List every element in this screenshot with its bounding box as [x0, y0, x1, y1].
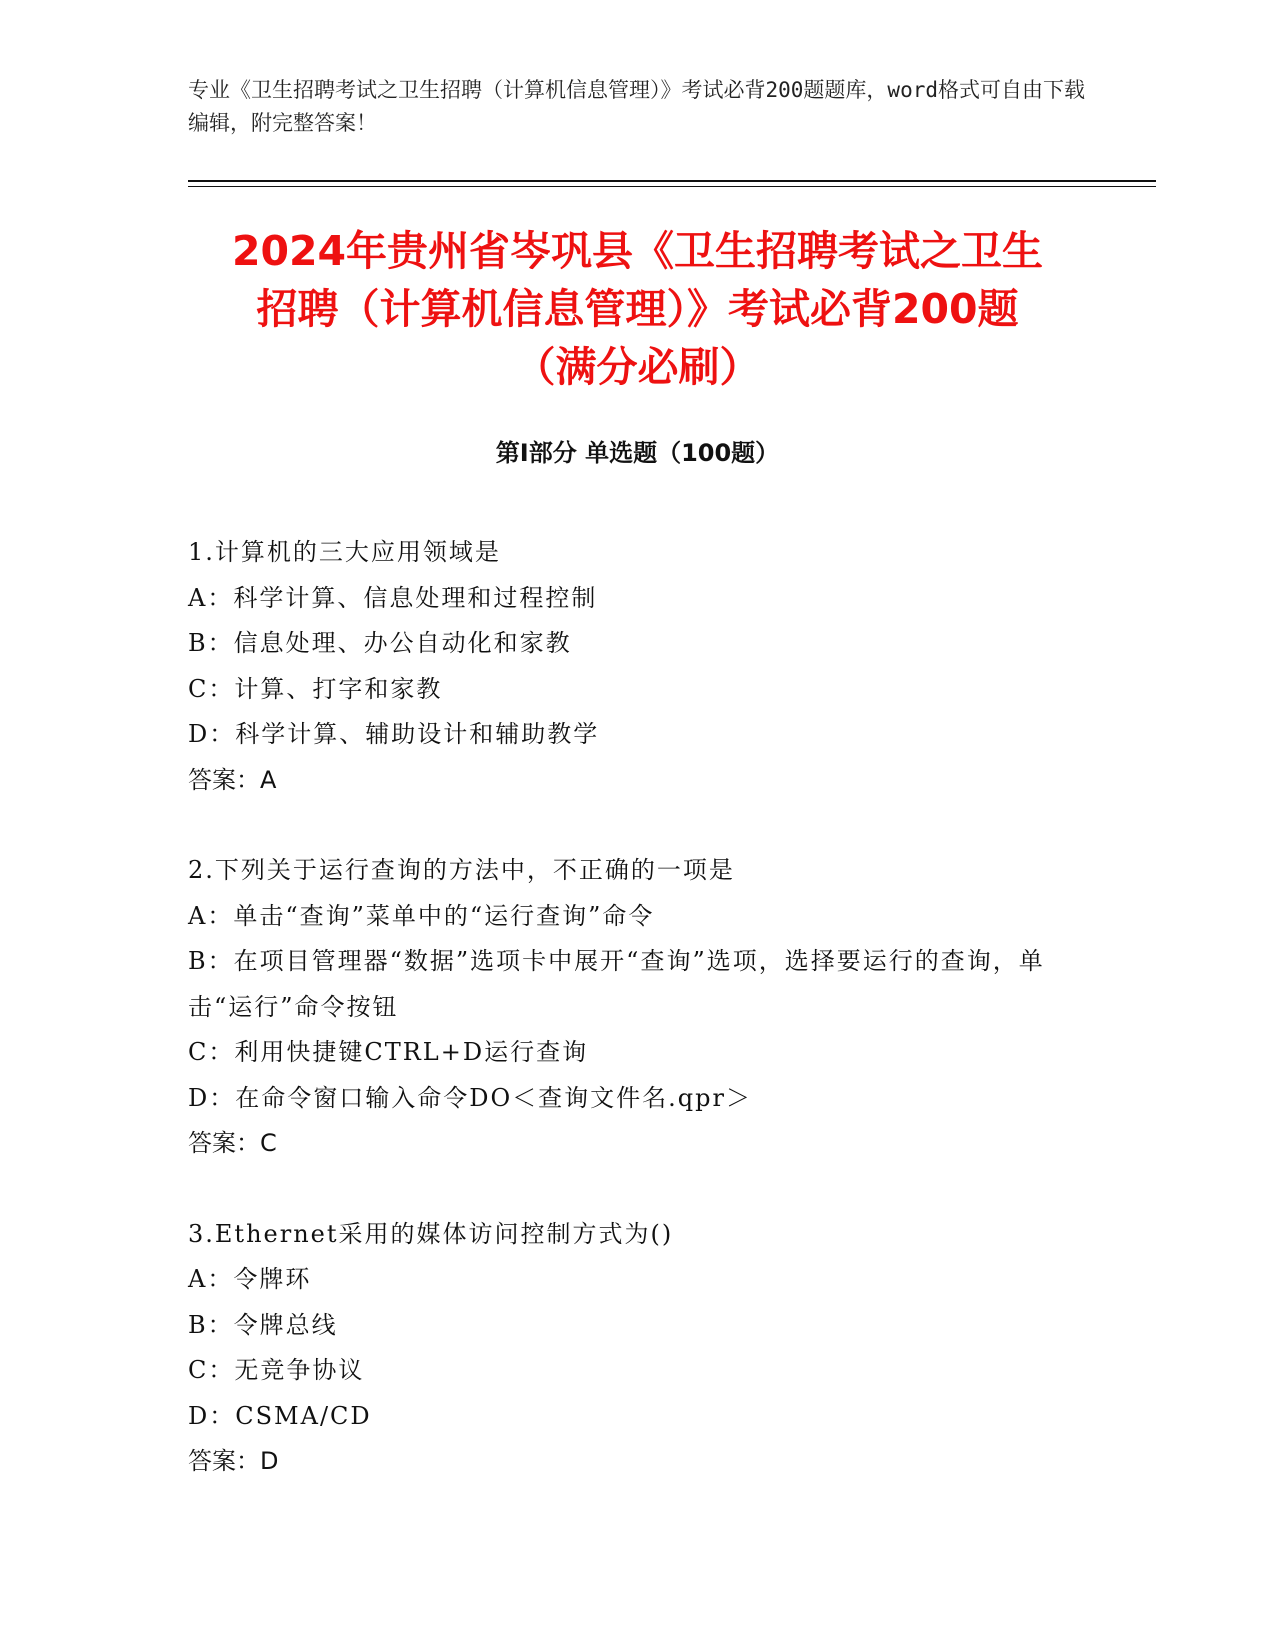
option-a: A：科学计算、信息处理和过程控制 — [188, 583, 598, 612]
question-2 — [188, 848, 1088, 1167]
question-1 — [188, 530, 1088, 803]
section-title: 第I部分 单选题（100题） — [495, 439, 780, 467]
title-line-2: 招聘（计算机信息管理）》考试必背200题 — [256, 285, 1019, 333]
title-line-3: （满分必刷） — [514, 343, 761, 391]
option-d: D：科学计算、辅助设计和辅助教学 — [188, 720, 600, 748]
title-line-1: 2024年贵州省岑巩县《卫生招聘考试之卫生 — [231, 227, 1044, 275]
option-c: C：计算、打字和家教 — [188, 674, 443, 703]
question-stem: 3.Ethernet采用的媒体访问控制方式为() — [188, 1219, 674, 1248]
question-3 — [188, 1212, 1088, 1485]
option-c: C：无竞争协议 — [188, 1356, 365, 1384]
option-b: B：信息处理、办公自动化和家教 — [188, 629, 572, 657]
option-a: A：单击“查询”菜单中的“运行查询”命令 — [188, 901, 655, 930]
header-note: 专业《卫生招聘考试之卫生招聘（计算机信息管理）》考试必背200题题库，word格式可自由下载编辑，附完整答案！ — [188, 78, 1085, 135]
document-title — [150, 222, 1125, 396]
option-c: C：利用快捷键CTRL+D运行查询 — [188, 1038, 589, 1066]
answer: 答案：C — [188, 1129, 277, 1157]
option-d: D：CSMA/CD — [188, 1401, 372, 1430]
answer: 答案：D — [188, 1447, 279, 1475]
header-rule-thin — [188, 186, 1156, 187]
option-b: B：在项目管理器“数据”选项卡中展开“查询”选项，选择要运行的查询，单击“运行”命令按钮 — [188, 947, 1045, 1021]
header-rule-thick — [188, 180, 1156, 182]
option-a: A：令牌环 — [188, 1265, 312, 1293]
option-b: B：令牌总线 — [188, 1310, 338, 1339]
question-stem: 1.计算机的三大应用领域是 — [188, 538, 501, 566]
question-stem: 2.下列关于运行查询的方法中，不正确的一项是 — [188, 856, 735, 884]
answer: 答案：A — [188, 765, 277, 794]
option-d: D：在命令窗口输入命令DO＜查询文件名.qpr＞ — [188, 1083, 752, 1112]
question-list — [188, 530, 1088, 1530]
